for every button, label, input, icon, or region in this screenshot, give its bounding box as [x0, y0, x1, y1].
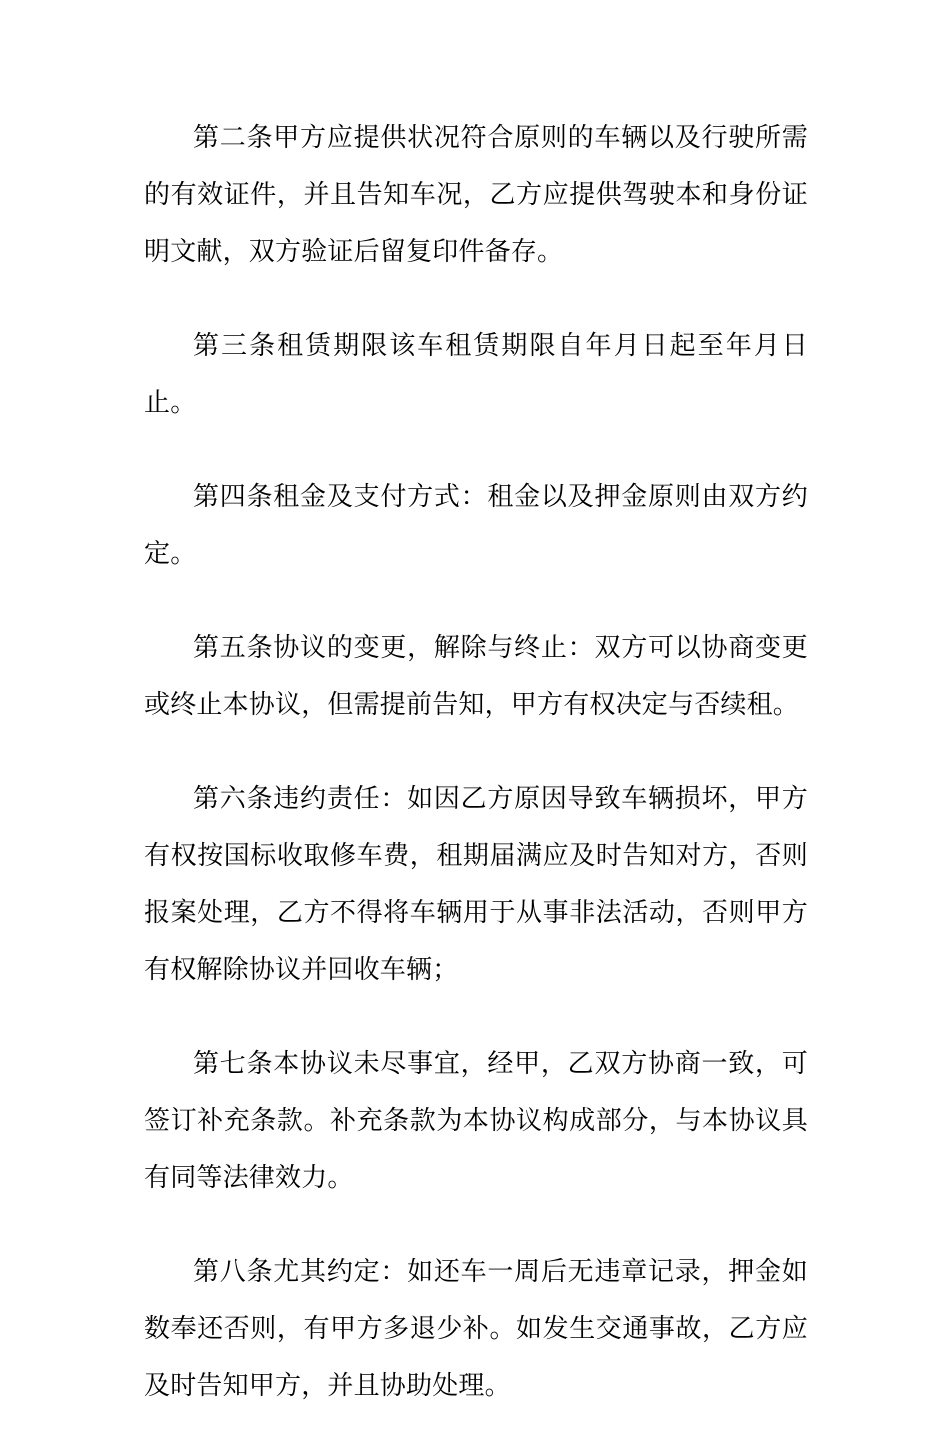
article-2-paragraph: 第二条甲方应提供状况符合原则的车辆以及行驶所需的有效证件，并且告知车况，乙方应提供驾驶本和身份证明文献，双方验证后留复印件备存。 — [144, 123, 808, 267]
document-body — [144, 110, 808, 1452]
article-6-paragraph: 第六条违约责任：如因乙方原因导致车辆损坏，甲方有权按国标收取修车费，租期届满应及时告知对方，否则报案处理，乙方不得将车辆用于从事非法活动，否则甲方有权解除协议并回收车辆； — [144, 784, 808, 985]
article-7-paragraph: 第七条本协议未尽事宜，经甲，乙双方协商一致，可签订补充条款。补充条款为本协议构成部分，与本协议具有同等法律效力。 — [144, 1049, 808, 1193]
article-4-paragraph: 第四条租金及支付方式：租金以及押金原则由双方约定。 — [144, 482, 808, 569]
article-8-paragraph: 第八条尤其约定：如还车一周后无违章记录，押金如数奉还否则，有甲方多退少补。如发生交通事故，乙方应及时告知甲方，并且协助处理。 — [144, 1257, 808, 1401]
article-3-paragraph: 第三条租赁期限该车租赁期限自年月日起至年月日止。 — [144, 331, 808, 418]
article-5-paragraph: 第五条协议的变更，解除与终止：双方可以协商变更或终止本协议，但需提前告知，甲方有权决定与否续租。 — [144, 633, 808, 720]
